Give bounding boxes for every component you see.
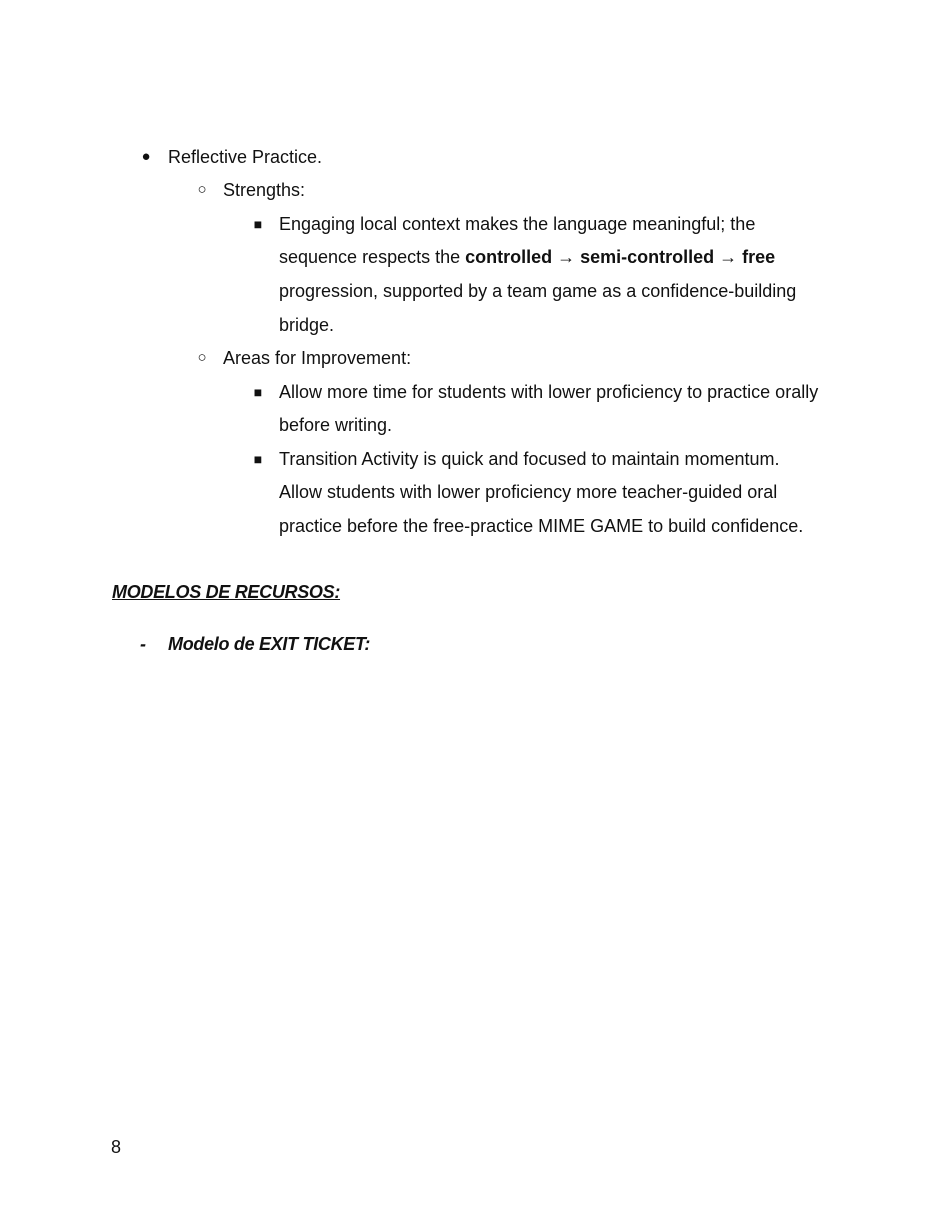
exit-ticket-subheading: Modelo de EXIT TICKET:: [168, 634, 371, 654]
improvement-item-line: Allow more time for students with lower proficiency to practice orally: [279, 382, 819, 402]
reflective-practice-label: Reflective Practice.: [168, 147, 323, 167]
dash-bullet: -: [140, 634, 146, 654]
strengths-item-text: sequence respects the: [279, 247, 466, 267]
page-number: 8: [111, 1137, 122, 1157]
improvement-item-line: Transition Activity is quick and focused to maintain momentum.: [279, 449, 780, 469]
improvement-item-line: practice before the free-practice MIME GAME to build confidence.: [279, 516, 804, 536]
resources-heading: MODELOS DE RECURSOS:: [112, 582, 341, 602]
filled-circle-bullet: ●: [141, 148, 151, 165]
improvement-item-line: before writing.: [279, 415, 393, 435]
square-bullet: ■: [253, 451, 263, 467]
strengths-label: Strengths:: [223, 180, 306, 200]
strengths-item-line: progression, supported by a team game as a confidence-building: [279, 281, 797, 301]
hollow-circle-bullet: ○: [197, 349, 207, 366]
hollow-circle-bullet: ○: [197, 181, 207, 198]
improvement-item-line: Allow students with lower proficiency more teacher-guided oral: [279, 482, 778, 502]
square-bullet: ■: [253, 384, 263, 400]
strengths-item-line: bridge.: [279, 315, 335, 335]
strengths-item-line: Engaging local context makes the language meaningful; the: [279, 214, 756, 234]
progression-sequence-bold: controlled → semi-controlled → free: [465, 247, 776, 267]
square-bullet: ■: [253, 216, 263, 232]
strengths-item-line: [279, 246, 775, 268]
areas-for-improvement-label: Areas for Improvement:: [223, 348, 412, 368]
